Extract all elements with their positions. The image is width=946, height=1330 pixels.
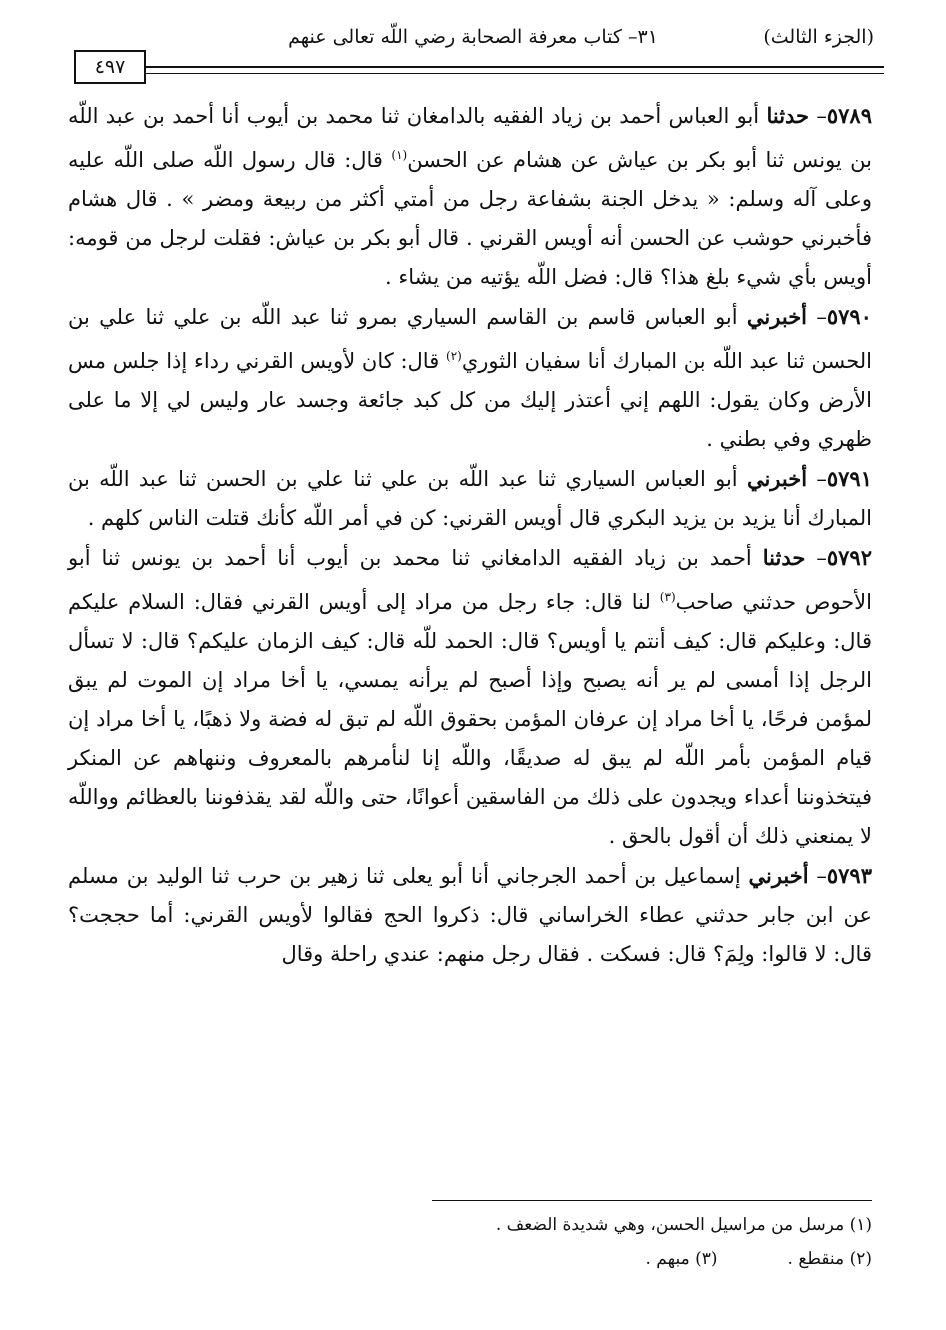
footnote-3	[646, 1242, 718, 1276]
footnote-mark: (١)	[849, 1215, 872, 1235]
footnote-text: مرسل من مراسيل الحسن، وهي شديدة الضعف .	[495, 1215, 845, 1235]
footnote-row-2	[68, 1242, 872, 1276]
hadith-number: ٥٧٩٢	[826, 545, 872, 570]
footnote-ref: (٢)	[446, 349, 462, 363]
hadith-lead: حدثنا	[766, 103, 810, 128]
volume-label: (الجزء الثالث)	[763, 26, 874, 48]
page-number-box: ٤٩٧	[74, 50, 146, 84]
footnote-mark: (٢)	[849, 1249, 872, 1269]
footnote-text: منقطع .	[787, 1249, 845, 1269]
hadith-5793: ٥٧٩٣– أخبرني إسماعيل بن أحمد الجرجاني أنا أبو يعلى ثنا زهير بن حرب ثنا الوليد بن مسلم عن ابن جابر حدثني عطاء الخراساني قال: ذكروا الحج فقالوا لأويس القرني: أما حججت؟ قال: لا قالوا: ولِمَ؟ قال: فسكت . فقال رجل منهم: عندي راحلة وقال	[68, 863, 872, 966]
hadith-number: ٥٧٨٩	[826, 103, 872, 128]
header-rule-thick	[142, 66, 884, 68]
footnote-2	[788, 1242, 872, 1276]
hadith-5792: ٥٧٩٢– حدثنا أحمد بن زياد الفقيه الدامغاني ثنا محمد بن أيوب أنا أحمد بن يونس ثنا أبو الأحوص حدثني صاحب$^{(٣)}$ لنا قال: جاء رجل من مراد إلى أويس القرني فقال: السلام عليكم قال: وعليكم قال: كيف أنتم يا أويس؟ قال: الحمد للّه قال: كيف الزمان عليكم؟ قال: لا تسأل الرجل إذا أمسى لم ير أنه يصبح وإذا أصبح لم يرأنه يمسي، يا أخا مراد إن الموت لم يبق لمؤمن فرحًا، يا أخا مراد إن عرفان المؤمن بحقوق اللّه لم تبق له فضة ولا ذهبًا، يا أخا مراد إن قيام المؤمن بأمر اللّه لم يبق له صديقًا، واللّه إنا لنأمرهم بالمعروف وننهاهم عن المنكر فيتخذوننا أعداء ويجدون على ذلك من الفاسقين أعوانًا، حتى واللّه لقد يقذفوننا بالعظائم وواللّه لا يمنعني ذلك أن أقول بالحق .	[68, 545, 872, 848]
footnote-mark: (٣)	[695, 1249, 718, 1269]
hadith-5790: ٥٧٩٠– أخبرني أبو العباس قاسم بن القاسم السياري بمرو ثنا عبد اللّه بن علي ثنا علي بن الحسن ثنا عبد اللّه بن المبارك أنا سفيان الثوري$^{(٢)}$ قال: كان لأويس القرني رداء إذا جلس مس الأرض وكان يقول: اللهم إني أعتذر إليك من كل كبد جائعة وجسد عار وليس لي إلا ما على ظهري وفي بطني .	[68, 304, 872, 451]
hadith-text: أبو العباس السياري ثنا عبد اللّه بن علي ثنا علي بن الحسن ثنا عبد اللّه بن المبارك أنا يزيد بن يزيد البكري قال أويس القرني: كن في أمر اللّه كأنك قتلت الناس كلهم .	[68, 467, 872, 530]
body-text	[68, 96, 872, 974]
chapter-title: ٣١– كتاب معرفة الصحابة رضي اللّه تعالى عنهم	[288, 26, 658, 48]
hadith-number: ٥٧٩٣	[826, 863, 872, 888]
footnote-1	[68, 1208, 872, 1242]
footnotes	[68, 1208, 872, 1276]
hadith-number: ٥٧٩٠	[826, 304, 872, 329]
hadith-lead: أخبرني	[748, 863, 809, 888]
hadith-text: أبو العباس قاسم بن القاسم السياري بمرو ثنا عبد اللّه بن علي ثنا علي بن الحسن ثنا عبد اللّه بن المبارك أنا سفيان الثوري	[68, 305, 872, 373]
hadith-lead: أخبرني	[746, 304, 808, 329]
footnote-ref: (٣)	[659, 590, 676, 604]
hadith-text: إسماعيل بن أحمد الجرجاني أنا أبو يعلى ثنا زهير بن حرب ثنا الوليد بن مسلم عن ابن جابر حدثني عطاء الخراساني قال: ذكروا الحج فقالوا لأويس القرني: أما حججت؟ قال: لا قالوا: ولِمَ؟ قال: فسكت . فقال رجل منهم: عندي راحلة وقال	[68, 864, 872, 966]
hadith-lead: أخبرني	[746, 466, 808, 491]
hadith-5789: ٥٧٨٩– حدثنا أبو العباس أحمد بن زياد الفقيه بالدامغان ثنا محمد بن أيوب أنا أحمد بن عبد اللّه بن يونس ثنا أبو بكر بن عياش عن هشام عن الحسن$^{(١)}$ قال: قال رسول اللّه صلى اللّه عليه وعلى آله وسلم: « يدخل الجنة بشفاعة رجل من أمتي أكثر من ربيعة ومضر » . قال هشام فأخبرني حوشب عن الحسن أنه أويس القرني . قال أبو بكر بن عياش: فقلت لرجل من قومه: أويس بأي شيء بلغ هذا؟ قال: فضل اللّه يؤتيه من يشاء .	[68, 103, 872, 289]
page-header	[62, 18, 884, 78]
hadith-5791: ٥٧٩١– أخبرني أبو العباس السياري ثنا عبد اللّه بن علي ثنا علي بن الحسن ثنا عبد اللّه بن المبارك أنا يزيد بن يزيد البكري قال أويس القرني: كن في أمر اللّه كأنك قتلت الناس كلهم .	[68, 466, 872, 530]
footnote-ref: (١)	[391, 148, 408, 162]
footnote-text: مبهم .	[645, 1249, 690, 1269]
hadith-lead: حدثنا	[762, 545, 806, 570]
hadith-number: ٥٧٩١	[826, 466, 872, 491]
header-rule-thin	[142, 73, 884, 74]
hadith-text: أبو العباس أحمد بن زياد الفقيه بالدامغان ثنا محمد بن أيوب أنا أحمد بن عبد اللّه بن يونس ثنا أبو بكر بن عياش عن هشام عن الحسن	[68, 104, 872, 172]
hadith-text: أحمد بن زياد الفقيه الدامغاني ثنا محمد بن أيوب أنا أحمد بن يونس ثنا أبو الأحوص حدثني صاحب	[68, 546, 872, 614]
hadith-text-continued: لنا قال: جاء رجل من مراد إلى أويس القرني فقال: السلام عليكم قال: وعليكم قال: كيف أنتم يا أويس؟ قال: الحمد للّه قال: كيف الزمان عليكم؟ قال: لا تسأل الرجل إذا أمسى لم ير أنه يصبح وإذا أصبح لم يرأنه يمسي، يا أخا مراد إن الموت لم يبق لمؤمن فرحًا، يا أخا مراد إن عرفان المؤمن بحقوق اللّه لم تبق له فضة ولا ذهبًا، يا أخا مراد إن قيام المؤمن بأمر اللّه لم يبق له صديقًا، واللّه إنا لنأمرهم بالمعروف وننهاهم عن المنكر فيتخذوننا أعداء ويجدون على ذلك من الفاسقين أعوانًا، حتى واللّه لقد يقذفوننا بالعظائم وواللّه لا يمنعني ذلك أن أقول بالحق .	[68, 590, 872, 848]
hadith-text-continued: قال: قال رسول اللّه صلى اللّه عليه وعلى آله وسلم: « يدخل الجنة بشفاعة رجل من أمتي أكثر من ربيعة ومضر » . قال هشام فأخبرني حوشب عن الحسن أنه أويس القرني . قال أبو بكر بن عياش: فقلت لرجل من قومه: أويس بأي شيء بلغ هذا؟ قال: فضل اللّه يؤتيه من يشاء .	[68, 148, 872, 289]
hadith-text-continued: قال: كان لأويس القرني رداء إذا جلس مس الأرض وكان يقول: اللهم إني أعتذر إليك من كل كبد جائعة وجسد عار وليس لي إلا ما على ظهري وفي بطني .	[68, 349, 872, 451]
footnote-separator	[432, 1200, 872, 1201]
